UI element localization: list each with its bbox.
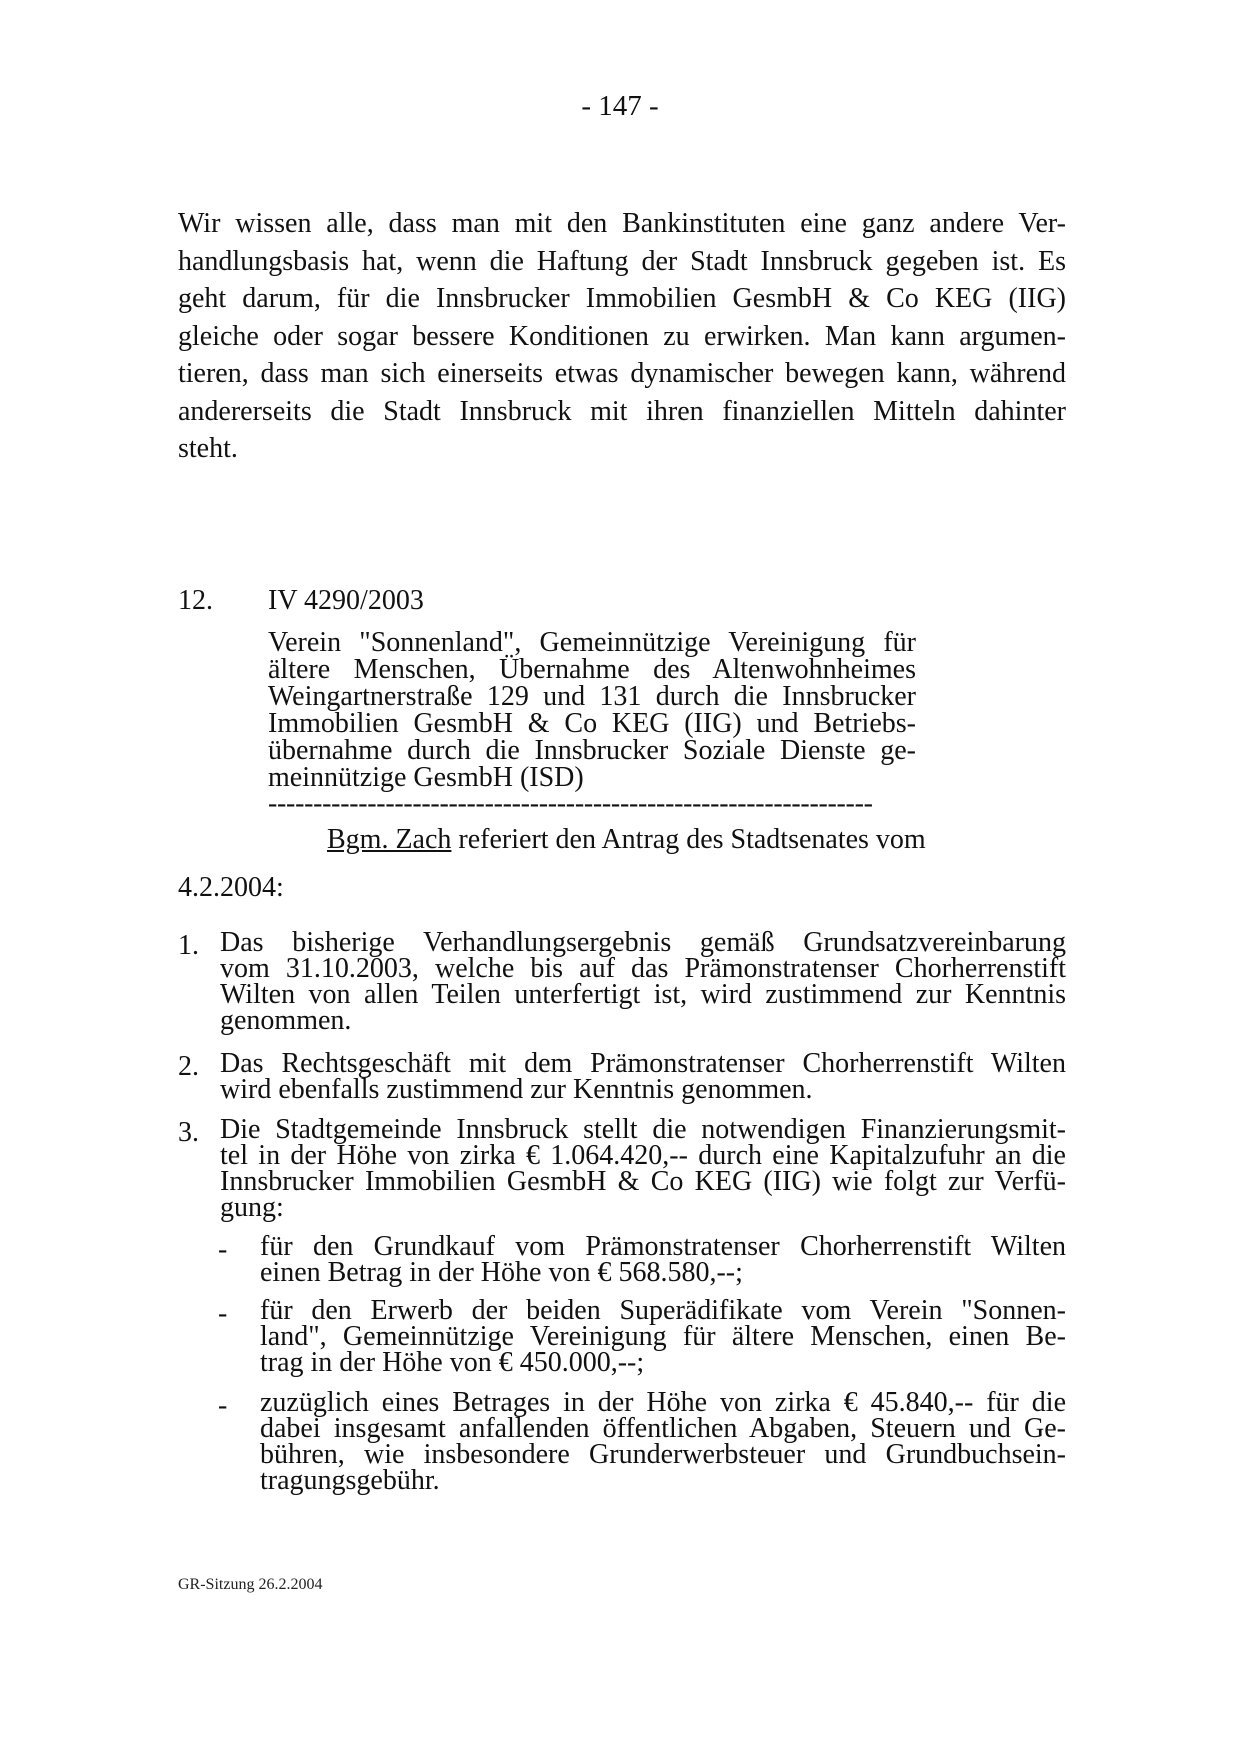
list-line: wird ebenfalls zustimmend zur Kenntnis genommen. bbox=[220, 1074, 813, 1105]
referral-sentence bbox=[327, 824, 926, 856]
subject-line: Verein "Sonnenland", Gemeinnützige Vereinigung für bbox=[268, 627, 916, 658]
sub-list-text bbox=[260, 1295, 1066, 1378]
list-number: 3. bbox=[178, 1117, 199, 1148]
intro-line: andererseits die Stadt Innsbruck mit ihren finanziellen Mitteln dahinter bbox=[178, 395, 1066, 427]
sub-list-line: bühren, wie insbesondere Grunderwerbsteuer und Grundbuchsein- bbox=[260, 1439, 1066, 1470]
list-line: gung: bbox=[220, 1192, 284, 1223]
sub-list-line: einen Betrag in der Höhe von € 568.580,--; bbox=[260, 1257, 743, 1288]
list-line: Wilten von allen Teilen unterfertigt ist, wird zustimmend zur Kenntnis bbox=[220, 979, 1066, 1010]
subject-line: meinnützige GesmbH (ISD) bbox=[268, 762, 584, 793]
senate-date: 4.2.2004: bbox=[178, 872, 284, 903]
agenda-item-reference: IV 4290/2003 bbox=[268, 585, 424, 616]
referral-text: referiert den Antrag des Stadtsenates vom bbox=[451, 824, 926, 855]
sub-list-dash: - bbox=[218, 1390, 228, 1421]
page-number: - 147 - bbox=[581, 90, 659, 122]
speaker-name: Bgm. Zach bbox=[327, 824, 452, 855]
subject-line: Immobilien GesmbH & Co KEG (IIG) und Betriebs- bbox=[268, 708, 916, 739]
sub-list-line: für den Grundkauf vom Prämonstratenser Chorherrenstift Wilten bbox=[260, 1231, 1066, 1262]
sub-list-line: tragungsgebühr. bbox=[260, 1465, 440, 1496]
list-line: Das bisherige Verhandlungsergebnis gemäß Grundsatzvereinbarung bbox=[220, 927, 1066, 958]
list-text bbox=[220, 927, 1066, 1036]
intro-line: handlungsbasis hat, wenn die Haftung der Stadt Innsbruck gegeben ist. Es bbox=[178, 245, 1066, 277]
intro-line: tieren, dass man sich einerseits etwas dynamischer bewegen kann, während bbox=[178, 358, 1066, 389]
list-line: tel in der Höhe von zirka € 1.064.420,-- durch eine Kapitalzufuhr an die bbox=[220, 1140, 1066, 1171]
list-line: Die Stadtgemeinde Innsbruck stellt die notwendigen Finanzierungsmit- bbox=[220, 1114, 1066, 1145]
subject-line: übernahme durch die Innsbrucker Soziale Dienste ge- bbox=[268, 735, 916, 766]
intro-line: Wir wissen alle, dass man mit den Bankinstituten eine ganz andere Ver- bbox=[178, 208, 1066, 239]
intro-line: geht darum, für die Innsbrucker Immobilien GesmbH & Co KEG (IIG) bbox=[178, 283, 1066, 314]
list-number: 1. bbox=[178, 930, 199, 961]
sub-list-dash: - bbox=[218, 1298, 228, 1329]
intro-line: steht. bbox=[178, 433, 238, 464]
intro-line: gleiche oder sogar bessere Konditionen zu erwirken. Man kann argumen- bbox=[178, 320, 1066, 352]
separator-line: ------------------------------------------------------------------- bbox=[268, 788, 873, 819]
list-line: Das Rechtsgeschäft mit dem Prämonstratenser Chorherrenstift Wilten bbox=[220, 1048, 1066, 1079]
agenda-item-subject bbox=[268, 629, 916, 791]
list-line: vom 31.10.2003, welche bis auf das Prämonstratenser Chorherrenstift bbox=[220, 953, 1066, 984]
sub-list-line: trag in der Höhe von € 450.000,--; bbox=[260, 1347, 645, 1378]
list-line: genommen. bbox=[220, 1005, 352, 1036]
sub-list-line: zuzüglich eines Betrages in der Höhe von zirka € 45.840,-- für die bbox=[260, 1387, 1066, 1418]
sub-list-dash: - bbox=[218, 1234, 228, 1265]
sub-list-text bbox=[260, 1231, 1066, 1288]
sub-list-line: land", Gemeinnützige Vereinigung für ältere Menschen, einen Be- bbox=[260, 1321, 1066, 1352]
list-text bbox=[220, 1114, 1066, 1223]
footer-session-label: GR-Sitzung 26.2.2004 bbox=[178, 1576, 323, 1593]
sub-list-line: dabei insgesamt anfallenden öffentlichen Abgaben, Steuern und Ge- bbox=[260, 1413, 1066, 1444]
subject-line: ältere Menschen, Übernahme des Altenwohnheimes bbox=[268, 654, 916, 685]
list-number: 2. bbox=[178, 1051, 199, 1082]
subject-line: Weingartnerstraße 129 und 131 durch die Innsbrucker bbox=[268, 681, 916, 712]
sub-list-text bbox=[260, 1387, 1066, 1496]
sub-list-line: für den Erwerb der beiden Superädifikate vom Verein "Sonnen- bbox=[260, 1295, 1066, 1326]
list-line: Innsbrucker Immobilien GesmbH & Co KEG (IIG) wie folgt zur Verfü- bbox=[220, 1166, 1066, 1197]
agenda-item-number: 12. bbox=[178, 585, 213, 616]
intro-paragraph bbox=[178, 205, 1066, 468]
list-text bbox=[220, 1048, 1066, 1105]
